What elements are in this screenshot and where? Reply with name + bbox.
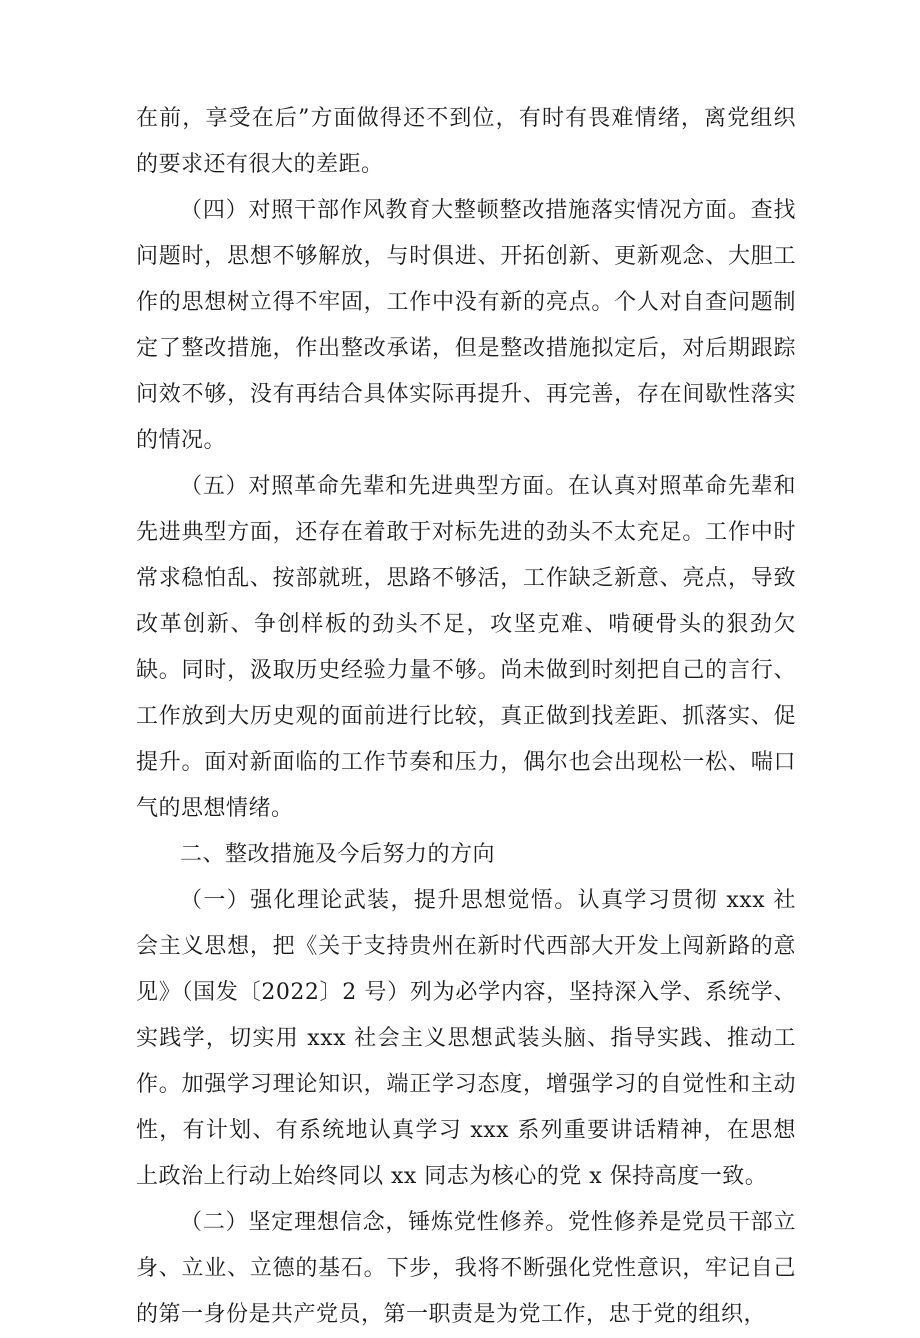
- paragraph-continuation: 在前，享受在后”方面做得还不到位，有时有畏难情绪，离党组织的要求还有很大的差距。: [136, 106, 796, 177]
- document-body: [136, 96, 796, 1338]
- heading-rectification-measures: 二、整改措施及今后努力的方向: [180, 842, 496, 867]
- paragraph-measure-2: （二）坚定理想信念，锤炼党性修养。党性修养是党员干部立身、立业、立德的基石。下步，我将不断强化党性意识，牢记自己的第一身份是共产党员，第一职责是为党工作，忠于党的组织，: [136, 1210, 796, 1327]
- paragraph-section-5: （五）对照革命先辈和先进典型方面。在认真对照革命先辈和先进典型方面，还存在着敢于对标先进的劲头不太充足。工作中时常求稳怕乱、按部就班，思路不够活，工作缺乏新意、亮点，导致改革创新、争创样板的劲头不足，攻坚克难、啃硬骨头的狠劲欠缺。同时，汲取历史经验力量不够。尚未做到时刻把自己的言行、工作放到大历史观的面前进行比较，真正做到找差距、抓落实、促提升。面对新面临的工作节奏和压力，偶尔也会出现松一松、喘口气的思想情绪。: [136, 474, 796, 821]
- paragraph-section-4: （四）对照干部作风教育大整顿整改措施落实情况方面。查找问题时，思想不够解放，与时俱进、开拓创新、更新观念、大胆工作的思想树立得不牢固，工作中没有新的亮点。个人对自查问题制定了整改措施，作出整改承诺，但是整改措施拟定后，对后期跟踪问效不够，没有再结合具体实际再提升、再完善，存在间歇性落实的情况。: [136, 198, 796, 453]
- paragraph-measure-1: （一）强化理论武装，提升思想觉悟。认真学习贯彻 xxx 社会主义思想，把《关于支持贵州在新时代西部大开发上闯新路的意见》（国发〔2022〕2 号）列为必学内容，坚持深入学、系统学、实践学，切实用 xxx 社会主义思想武装头脑、指导实践、推动工作。加强学习理论知识，端正学习态度，增强学习的自觉性和主动性，有计划、有系统地认真学习 xxx 系列重要讲话精神，在思想上政治上行动上始终同以 xx 同志为核心的党 x 保持高度一致。: [136, 888, 796, 1189]
